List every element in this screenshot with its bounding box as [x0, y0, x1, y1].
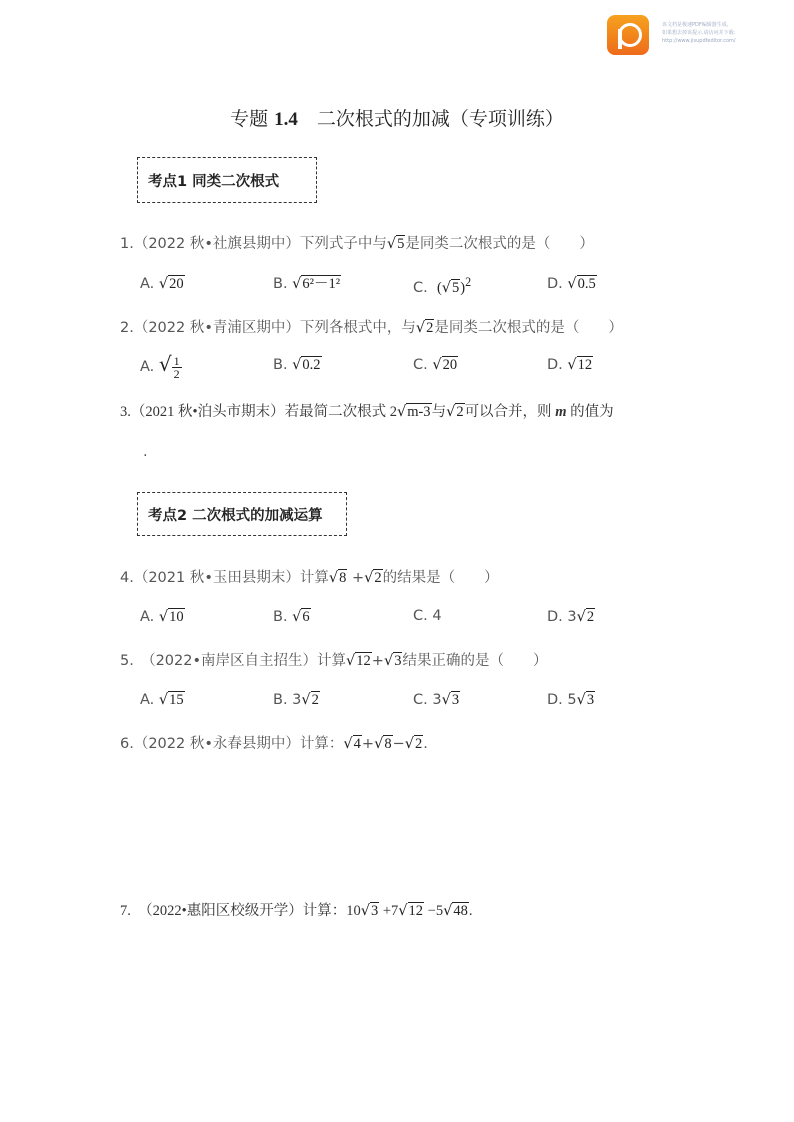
question-5: 5. （2022•南岸区自主招生）计算√12+√3结果正确的是（ ）: [120, 653, 548, 669]
q5-option-b: B. 3√2: [273, 692, 319, 708]
question-2: 2.（2022 秋•青浦区期中）下列各根式中，与√2是同类二次根式的是（ ）: [120, 320, 623, 336]
q5-option-a: A. √15: [140, 692, 184, 708]
pdf-editor-logo-icon: [607, 15, 649, 55]
q4-option-c: C. 4: [413, 608, 442, 624]
logo-stem: [618, 29, 622, 49]
section-label-1: 考点1 同类二次根式: [137, 157, 317, 203]
section-label-2: 考点2 二次根式的加减运算: [137, 492, 347, 536]
q1-option-d: D. √0.5: [547, 276, 596, 292]
q2-option-a: A. √ $\frac{1}{2}$: [140, 352, 180, 382]
question-3: 3.（2021 秋•泊头市期末）若最简二次根式 2√m-3与√2可以合并，则 m 的值为: [120, 404, 614, 420]
q4-option-a: A. √10: [140, 609, 184, 625]
q4-option-d: D. 3√2: [547, 609, 595, 625]
question-4: 4.（2021 秋•玉田县期末）计算√8 +√2的结果是（ ）: [120, 570, 499, 586]
q1-option-c: C. $(√5)^2$: [413, 275, 472, 296]
page-title: 专题 1.4 二次根式的加减（专项训练）: [230, 108, 564, 130]
q1-option-b: B. √6²－1²: [273, 276, 341, 292]
q2-option-c: C. √20: [413, 357, 458, 373]
q1-option-a: A. √20: [140, 276, 184, 292]
question-1: 1.（2022 秋•社旗县期中）下列式子中与√5是同类二次根式的是（ ）: [120, 236, 594, 252]
q2-option-b: B. √0.2: [273, 357, 321, 373]
q5-option-c: C. 3√3: [413, 692, 460, 708]
q3-answer-blank: .: [143, 444, 148, 460]
q4-option-b: B. √6: [273, 609, 310, 625]
watermark-line-1: 该文档是极速PDF编辑器生成,: [662, 22, 729, 28]
question-7: 7. （2022•惠阳区校级开学）计算：10√3 +7√12 −5√48.: [120, 903, 473, 919]
q2-option-d: D. √12: [547, 357, 593, 373]
watermark-line-2: 如果想去掉该提示,请访问并下载:: [662, 30, 736, 36]
question-6: 6.（2022 秋•永春县期中）计算：√4+√8−√2.: [120, 736, 428, 752]
q5-option-d: D. 5√3: [547, 692, 595, 708]
watermark-line-3: http://www.jisupdfeditor.com/: [662, 38, 736, 44]
